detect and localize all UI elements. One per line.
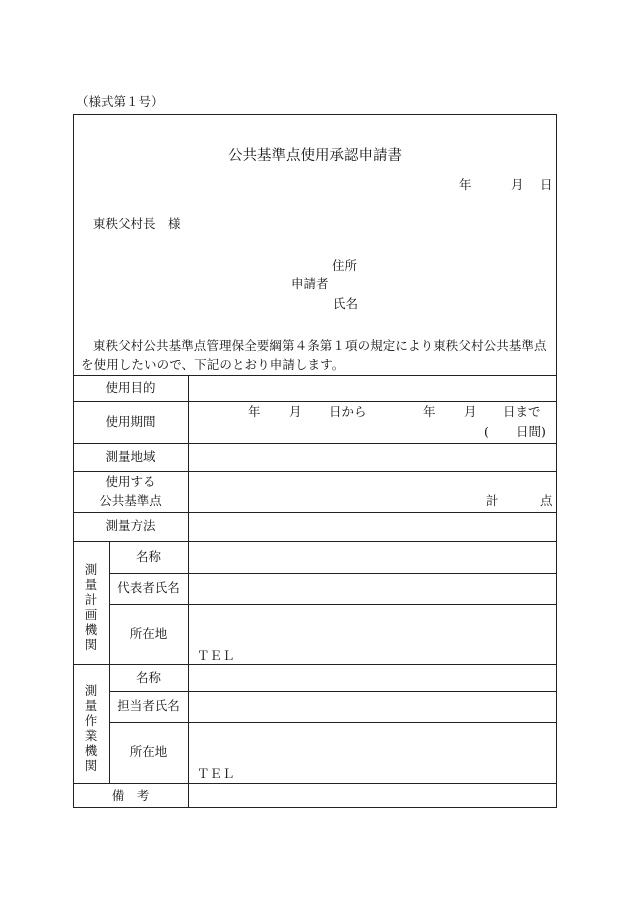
points-total-label: 計 bbox=[486, 493, 499, 508]
points-label-line2: 公共基準点 bbox=[99, 493, 162, 508]
row-line bbox=[73, 664, 557, 665]
address-label: 住所 bbox=[332, 258, 358, 273]
applicant-label: 申請者 bbox=[291, 276, 329, 291]
row-line bbox=[109, 604, 557, 605]
form-number: （様式第１号） bbox=[76, 94, 164, 109]
row-line bbox=[109, 722, 557, 723]
name-label: 氏名 bbox=[333, 296, 359, 311]
form-title: 公共基準点使用承認申請書 bbox=[228, 148, 402, 164]
date-day-label: 日 bbox=[540, 177, 553, 192]
period-paren-open: ( bbox=[484, 424, 489, 439]
row-line bbox=[109, 691, 557, 692]
work-org-label: 測量作業機関 bbox=[84, 683, 98, 773]
planning-location-label: 所在地 bbox=[129, 626, 168, 641]
work-tel-label: ＴＥＬ bbox=[197, 766, 235, 781]
row-line bbox=[109, 573, 557, 574]
work-manager-label: 担当者氏名 bbox=[117, 698, 180, 713]
row-line bbox=[73, 401, 557, 402]
row-line bbox=[73, 512, 557, 513]
work-name-label: 名称 bbox=[135, 670, 161, 685]
table-top-line bbox=[73, 375, 557, 376]
period-month-from: 月 bbox=[289, 404, 302, 419]
purpose-label: 使用目的 bbox=[105, 380, 156, 395]
period-month-to: 月 bbox=[464, 404, 477, 419]
remarks-label: 備 考 bbox=[111, 788, 150, 803]
period-year-from: 年 bbox=[248, 404, 261, 419]
planning-org-label: 測量計画機関 bbox=[84, 562, 98, 652]
planning-name-label: 名称 bbox=[135, 549, 161, 564]
row-line bbox=[73, 443, 557, 444]
planning-tel-label: ＴＥＬ bbox=[197, 648, 235, 663]
period-label: 使用期間 bbox=[105, 414, 156, 429]
body-text: 東秩父村公共基準点管理保全要綱第４条第１項の規定により東秩父村公共基準点を使用したいので、下記のとおり申請します。 bbox=[81, 338, 547, 372]
method-label: 測量方法 bbox=[105, 518, 156, 533]
recipient: 東秩父村長 様 bbox=[93, 216, 181, 231]
period-year-to: 年 bbox=[423, 404, 436, 419]
work-location-label: 所在地 bbox=[129, 744, 168, 759]
points-unit-label: 点 bbox=[540, 493, 553, 508]
date-month-label: 月 bbox=[511, 177, 524, 192]
row-line bbox=[73, 541, 557, 542]
period-day-to: 日まで bbox=[503, 404, 541, 419]
points-label-line1: 使用する bbox=[105, 474, 156, 489]
period-day-from: 日から bbox=[329, 404, 367, 419]
date-year-label: 年 bbox=[459, 177, 472, 192]
area-label: 測量地域 bbox=[105, 449, 156, 464]
column-line bbox=[188, 375, 189, 808]
period-days: 日間) bbox=[516, 424, 546, 439]
row-line bbox=[73, 471, 557, 472]
row-line bbox=[73, 783, 557, 784]
planning-rep-label: 代表者氏名 bbox=[117, 580, 180, 595]
